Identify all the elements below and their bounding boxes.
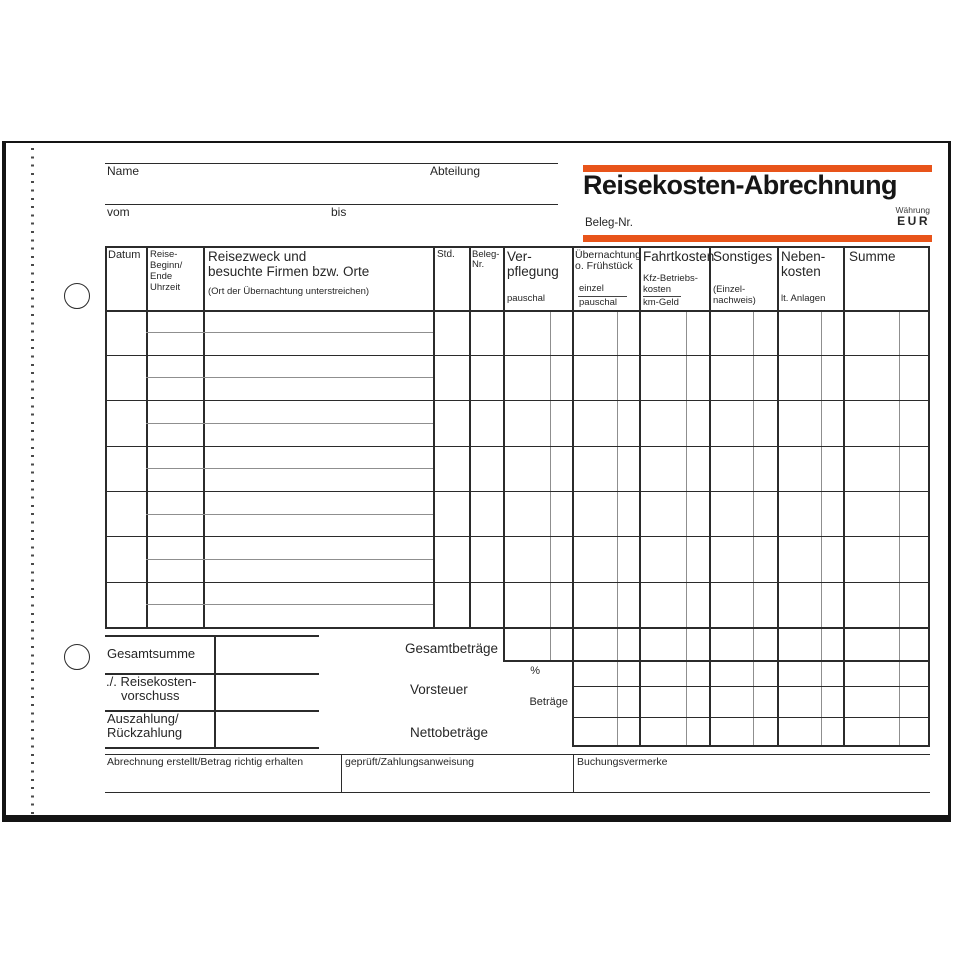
grid-line xyxy=(686,310,687,746)
grid-line xyxy=(105,400,930,401)
grid-line xyxy=(146,514,433,515)
grid-line xyxy=(105,246,107,627)
grid-line xyxy=(146,246,148,627)
vorschuss-label-2: vorschuss xyxy=(121,688,180,703)
col-std: Std. xyxy=(437,249,455,260)
grid-line xyxy=(105,310,930,312)
grid-line xyxy=(341,754,342,792)
col-fahrtkosten-kosten: kosten xyxy=(643,284,671,295)
grid-line xyxy=(105,446,930,447)
gesamtsumme-label: Gesamtsumme xyxy=(107,646,196,661)
name-fill-line xyxy=(105,163,558,164)
col-uebernachtung-1: Übernachtung xyxy=(575,249,641,261)
footer-booking-label: Buchungsvermerke xyxy=(577,756,668,768)
grid-line xyxy=(843,246,845,746)
grid-line xyxy=(203,246,205,627)
grid-line xyxy=(214,635,216,747)
grid-line xyxy=(639,246,641,746)
grid-line xyxy=(146,332,433,333)
grid-line xyxy=(105,635,319,637)
currency-value: EUR xyxy=(897,214,930,228)
grid-line xyxy=(777,246,779,746)
col-verpflegung-1: Ver- xyxy=(507,249,532,264)
grid-line xyxy=(550,310,551,660)
col-sonstiges-sub2: nachweis) xyxy=(713,295,756,306)
grid-line xyxy=(105,536,930,537)
nettobetraege-label: Nettobeträge xyxy=(410,725,489,740)
col-sonstiges: Sonstiges xyxy=(713,249,773,264)
name-label: Name xyxy=(107,164,140,178)
col-fahrtkosten-sub: Kfz-Betriebs- xyxy=(643,273,698,284)
col-zweck-1: Reisezweck und xyxy=(208,249,307,264)
col-beleg-1: Beleg- xyxy=(472,249,500,260)
betraege-label: Beträge xyxy=(529,696,568,708)
perforation-dots xyxy=(31,148,34,814)
col-summe: Summe xyxy=(849,249,896,264)
currency-label: Währung xyxy=(895,205,930,215)
col-datum: Datum xyxy=(108,249,141,261)
grid-line xyxy=(146,468,433,469)
col-uebernachtung-2: o. Frühstück xyxy=(575,260,633,272)
to-label: bis xyxy=(331,205,347,219)
col-verpflegung-2: pflegung xyxy=(507,264,559,279)
col-uebernachtung-pauschal: pauschal xyxy=(579,297,618,308)
vorschuss-label-1: ./. Reisekosten- xyxy=(106,674,197,689)
col-reise-4: Uhrzeit xyxy=(150,282,181,293)
grid-line xyxy=(105,747,319,749)
grid-line xyxy=(469,246,471,627)
grid-line xyxy=(709,246,711,746)
grid-line xyxy=(573,754,574,792)
grid-line xyxy=(503,246,505,660)
beleg-nr-label: Beleg-Nr. xyxy=(585,217,633,229)
percent-label: % xyxy=(530,665,540,677)
grid-line xyxy=(753,310,754,746)
footer-created-label: Abrechnung erstellt/Betrag richtig erhalten xyxy=(107,756,304,768)
grid-line xyxy=(105,491,930,492)
grid-line xyxy=(105,627,930,629)
grid-line xyxy=(928,246,930,746)
grid-line xyxy=(146,377,433,378)
col-fahrtkosten: Fahrtkosten xyxy=(643,249,715,264)
grid-line xyxy=(105,582,930,583)
gesamtbetraege-label: Gesamtbeträge xyxy=(404,641,498,656)
grid-line xyxy=(146,423,433,424)
col-reise-2: Beginn/ xyxy=(150,260,183,271)
vorsteuer-label: Vorsteuer xyxy=(410,682,468,697)
col-reise-3: Ende xyxy=(150,271,173,282)
col-uebernachtung-einzel: einzel xyxy=(579,283,604,294)
punch-hole-top xyxy=(64,283,90,309)
auszahlung-label-2: Rückzahlung xyxy=(107,725,183,740)
grid-line xyxy=(105,246,930,248)
from-label: vom xyxy=(107,205,130,219)
grid-line xyxy=(821,310,822,746)
accent-bar-bottom xyxy=(583,235,932,242)
department-label: Abteilung xyxy=(430,164,481,178)
grid-line xyxy=(899,310,900,746)
grid-line xyxy=(572,686,930,687)
grid-line xyxy=(433,246,435,627)
grid-line xyxy=(503,660,930,662)
col-fahrtkosten-kmgeld: km-Geld xyxy=(643,297,679,308)
col-nebenkosten-sub: lt. Anlagen xyxy=(781,293,826,304)
col-zweck-2: besuchte Firmen bzw. Orte xyxy=(208,264,370,279)
grid-line xyxy=(617,310,618,746)
grid-line xyxy=(572,745,930,747)
grid-line xyxy=(572,246,574,746)
auszahlung-label-1: Auszahlung/ xyxy=(107,711,179,726)
grid-line xyxy=(572,717,930,718)
footer-checked-label: geprüft/Zahlungsanweisung xyxy=(345,756,475,768)
col-zweck-note: (Ort der Übernachtung unterstreichen) xyxy=(208,286,370,297)
col-nebenkosten-2: kosten xyxy=(781,264,821,279)
col-nebenkosten-1: Neben- xyxy=(781,249,826,264)
grid-line xyxy=(105,792,930,793)
col-sonstiges-sub1: (Einzel- xyxy=(713,284,746,295)
grid-line xyxy=(105,754,930,755)
col-verpflegung-sub: pauschal xyxy=(507,293,546,304)
punch-hole-bottom xyxy=(64,644,90,670)
grid-line xyxy=(105,355,930,356)
col-beleg-2: Nr. xyxy=(472,259,485,270)
form-title: Reisekosten-Abrechnung xyxy=(583,170,897,200)
col-reise-1: Reise- xyxy=(150,249,178,260)
grid-line xyxy=(146,604,433,605)
grid-line xyxy=(146,559,433,560)
